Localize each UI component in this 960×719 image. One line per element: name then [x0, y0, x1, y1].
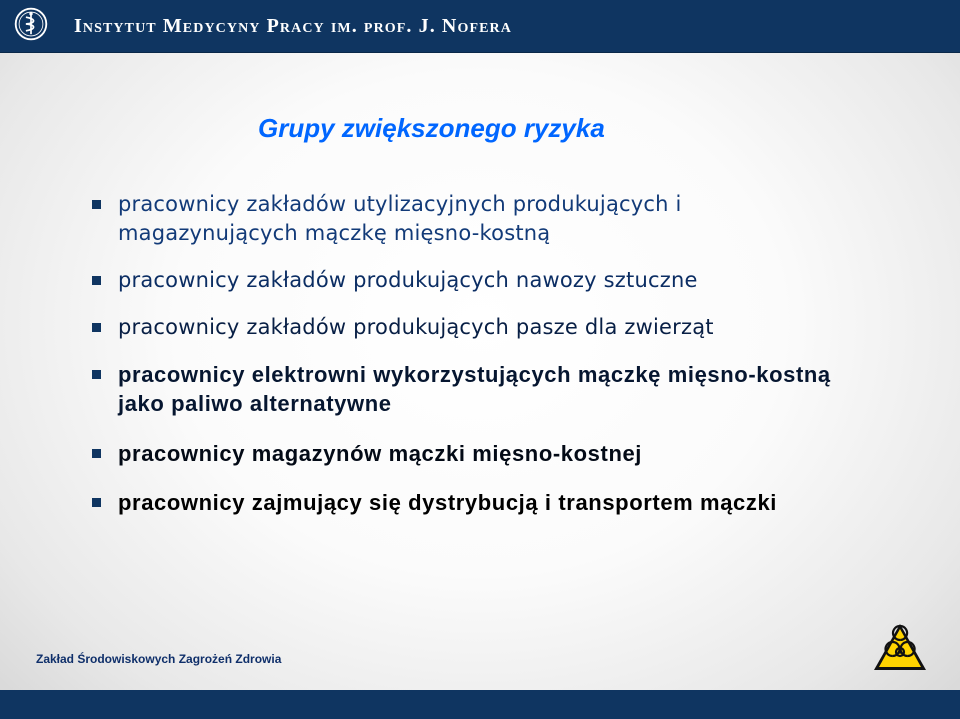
- header-bar: [0, 0, 960, 53]
- bullet-text: pracownicy zakładów produkujących nawozy sztuczne: [118, 268, 698, 292]
- bullet-text: pracownicy magazynów mączki mięsno-kostnej: [118, 441, 643, 466]
- list-item: [92, 488, 852, 517]
- department-name: Zakład Środowiskowych Zagrożeń Zdrowia: [36, 652, 282, 666]
- list-item: [92, 439, 852, 468]
- square-bullet-icon: [92, 498, 101, 507]
- list-item: [92, 266, 852, 295]
- list-item: [92, 190, 852, 248]
- bullet-text: pracownicy zakładów utylizacyjnych produkujących i magazynujących mączkę mięsno-kostną: [118, 192, 682, 245]
- square-bullet-icon: [92, 276, 101, 285]
- bullet-text: pracownicy zajmujący się dystrybucją i transportem mączki: [118, 490, 778, 515]
- square-bullet-icon: [92, 323, 101, 332]
- square-bullet-icon: [92, 200, 101, 209]
- biohazard-warning-icon: [872, 622, 928, 672]
- bullet-text: pracownicy elektrowni wykorzystujących mączkę mięsno-kostną jako paliwo alternatywne: [118, 362, 831, 416]
- institute-emblem-icon: [14, 7, 48, 41]
- risk-group-list: [92, 190, 852, 517]
- square-bullet-icon: [92, 370, 101, 379]
- institution-name: Instytut Medycyny Pracy im. prof. J. Nofera: [74, 15, 512, 37]
- list-item: [92, 313, 852, 342]
- bottom-bar: [0, 690, 960, 719]
- bullet-text: pracownicy zakładów produkujących pasze dla zwierząt: [118, 315, 714, 339]
- list-item: [92, 360, 852, 418]
- slide-title: Grupy zwiększonego ryzyka: [258, 113, 605, 143]
- square-bullet-icon: [92, 449, 101, 458]
